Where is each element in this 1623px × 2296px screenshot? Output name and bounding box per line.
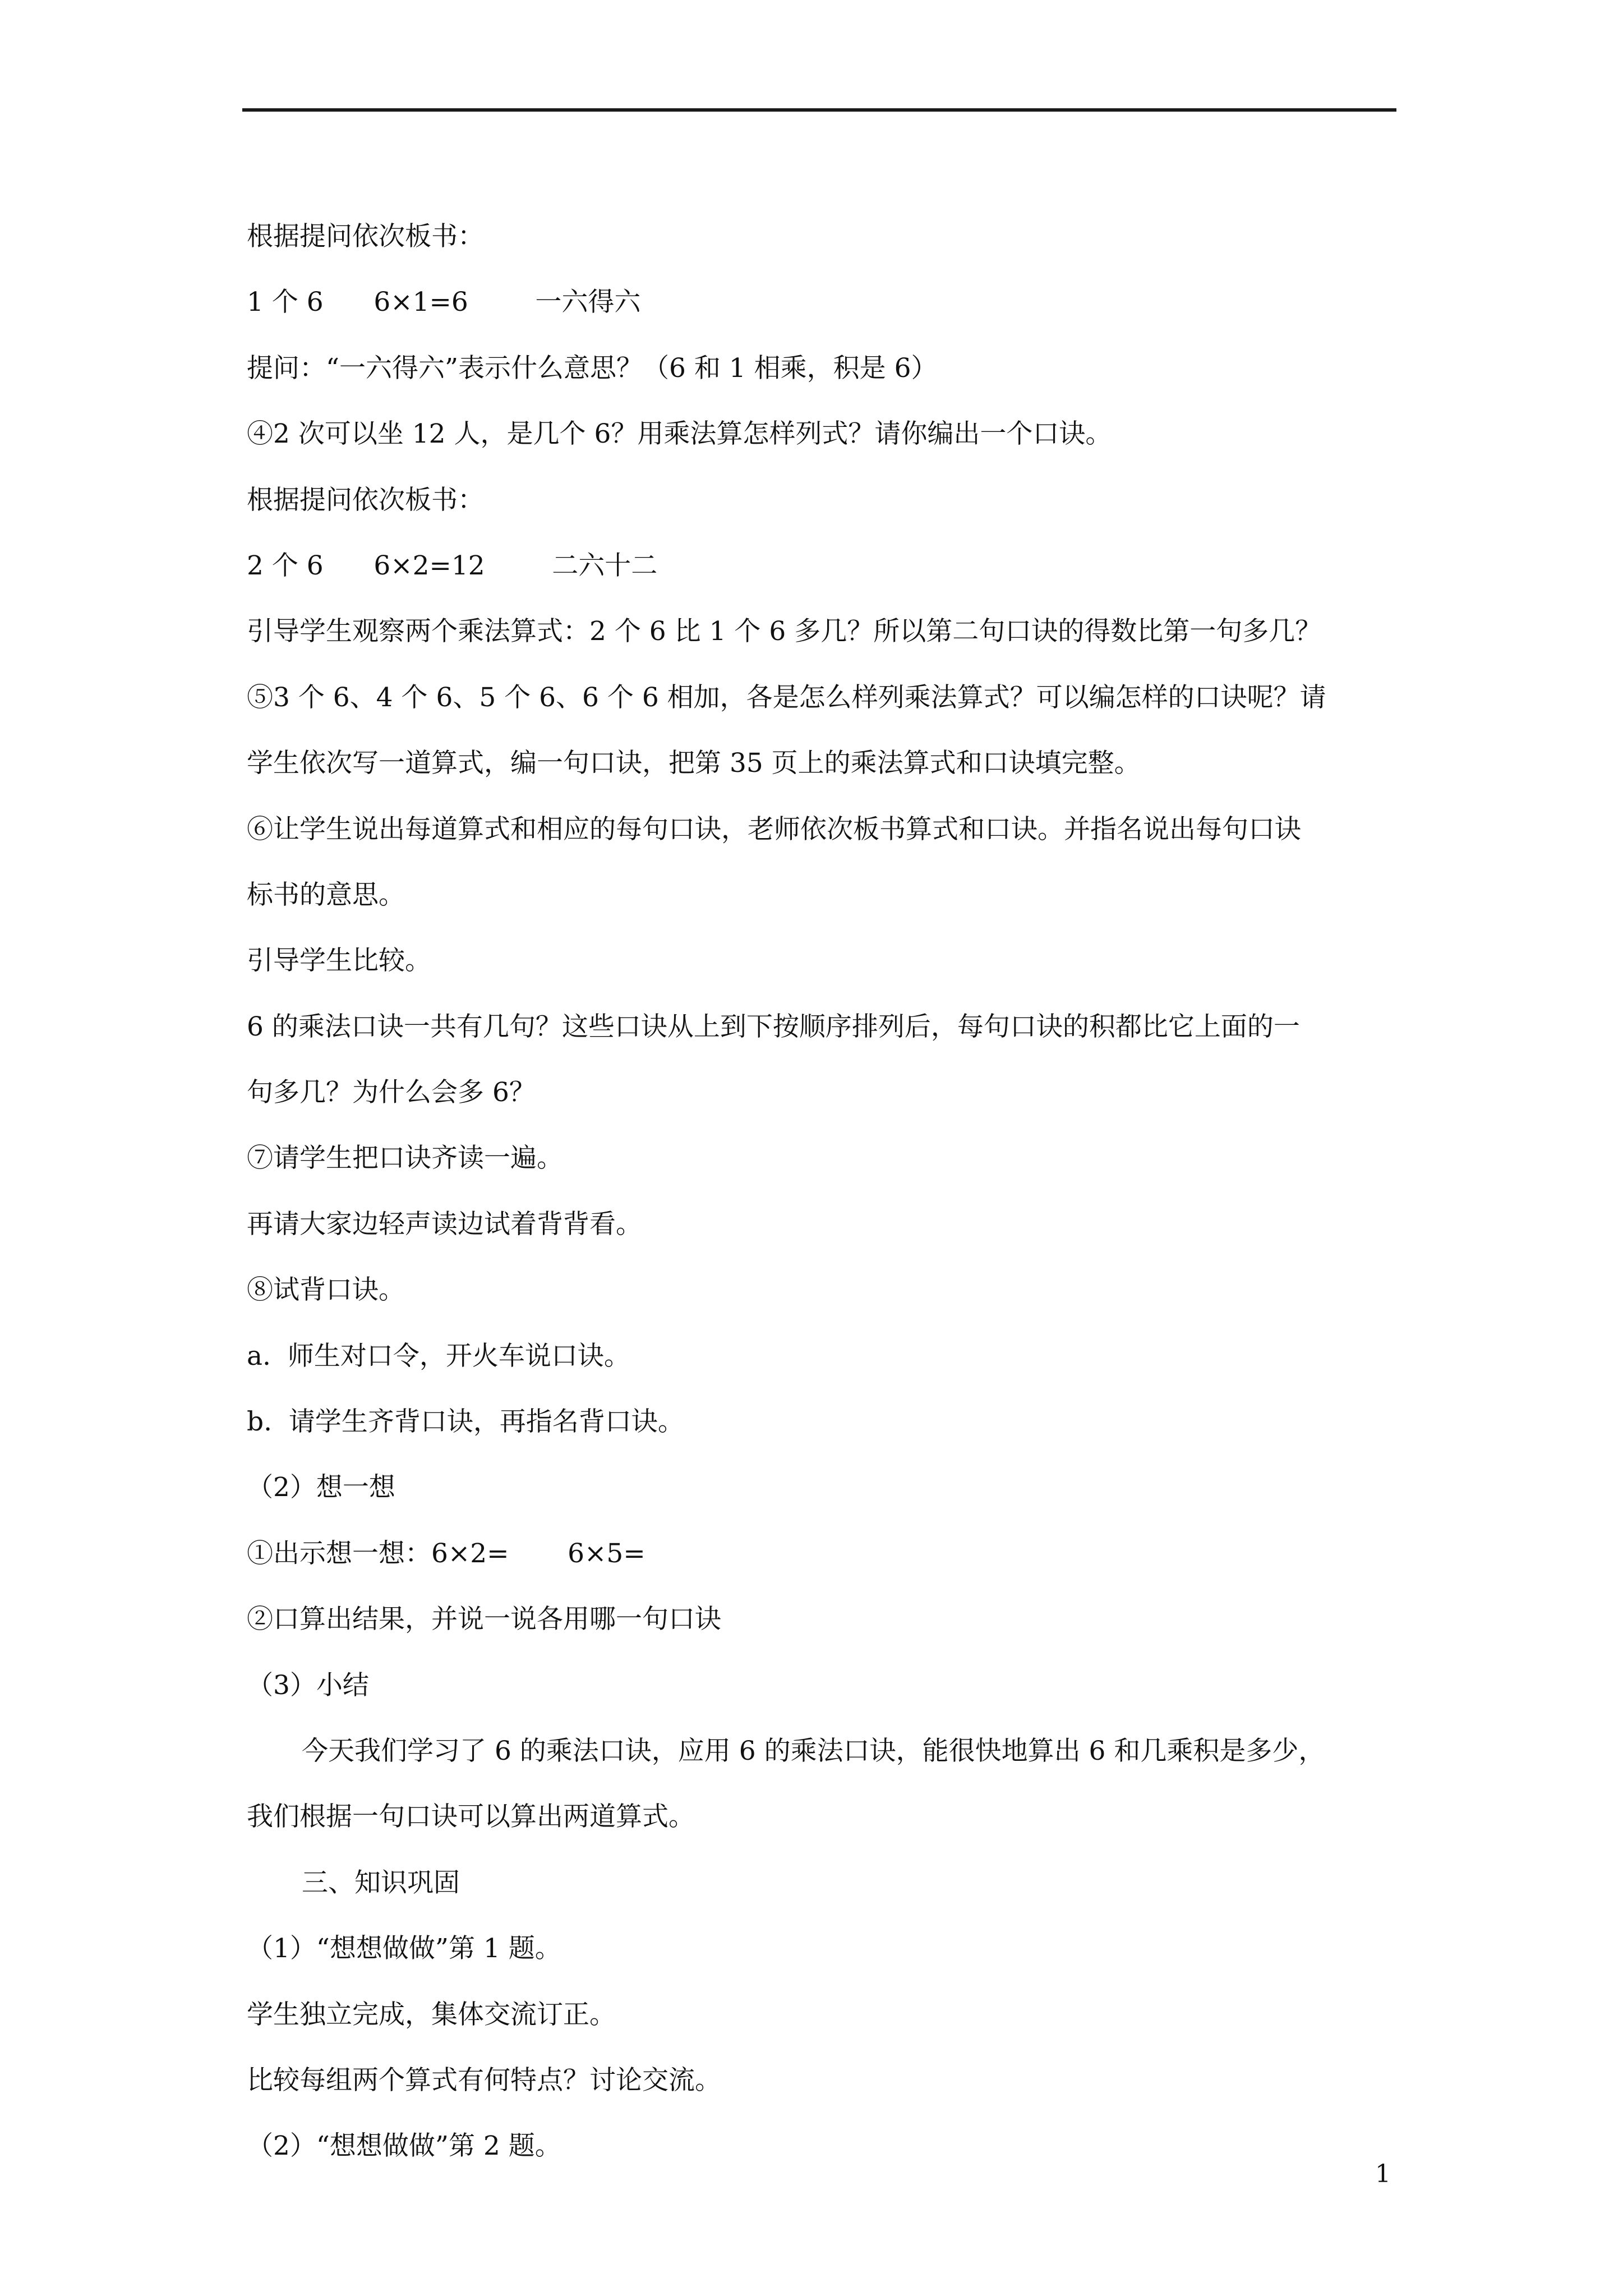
page-body (247, 204, 1396, 2179)
text-line: 1 个 6 6×1=6 一六得六 (247, 287, 641, 318)
text-line: 比较每组两个算式有何特点？讨论交流。 (247, 2064, 721, 2096)
text-line: （1）“想想做做”第 1 题。 (247, 1933, 561, 1964)
text-line: 学生依次写一道算式，编一句口诀，把第 35 页上的乘法算式和口诀填完整。 (247, 748, 1141, 779)
text-line: 今天我们学习了 6 的乘法口诀，应用 6 的乘法口诀，能很快地算出 6 和几乘积是多少， (302, 1735, 1325, 1766)
text-line: ④2 次可以坐 12 人，是几个 6？用乘法算怎样列式？请你编出一个口诀。 (247, 418, 1112, 450)
section-heading: 三、知识巩固 (302, 1867, 460, 1898)
text-line: 引导学生比较。 (247, 945, 431, 977)
text-line: 根据提问依次板书： (247, 484, 484, 516)
text-line: 学生独立完成，集体交流订正。 (247, 1999, 616, 2030)
text-line: ⑦请学生把口诀齐读一遍。 (247, 1143, 563, 1174)
text-line: 提问：“一六得六”表示什么意思？（6 和 1 相乘，积是 6） (247, 352, 938, 384)
text-line: 6 的乘法口诀一共有几句？这些口诀从上到下按顺序排列后，每句口诀的积都比它上面的一 (247, 1011, 1300, 1042)
text-line: 句多几？为什么会多 6？ (247, 1077, 536, 1108)
text-line: 根据提问依次板书： (247, 221, 484, 252)
text-line: ①出示想一想：6×2= 6×5= (247, 1538, 645, 1569)
text-line: 引导学生观察两个乘法算式：2 个 6 比 1 个 6 多几？所以第二句口诀的得数比第一句多几？ (247, 616, 1322, 647)
text-line: a. 师生对口令，开火车说口诀。 (247, 1340, 630, 1372)
text-line: ⑧试背口诀。 (247, 1274, 405, 1306)
text-line: （3）小结 (247, 1669, 369, 1701)
text-line: 标书的意思。 (247, 879, 405, 910)
header-rule (242, 108, 1396, 112)
text-line: ⑥让学生说出每道算式和相应的每句口诀，老师依次板书算式和口诀。并指名说出每句口诀 (247, 813, 1301, 845)
text-line: 我们根据一句口诀可以算出两道算式。 (247, 1801, 695, 1833)
text-line: ②口算出结果，并说一说各用哪一句口诀 (247, 1604, 721, 1635)
page-number: 1 (1375, 2160, 1391, 2188)
text-line: 再请大家边轻声读边试着背背看。 (247, 1208, 642, 1240)
text-line: 2 个 6 6×2=12 二六十二 (247, 550, 658, 581)
text-line: （2）想一想 (247, 1472, 395, 1503)
text-line: （2）“想想做做”第 2 题。 (247, 2131, 561, 2162)
text-line: b. 请学生齐背口诀，再指名背口诀。 (247, 1406, 684, 1438)
text-line: ⑤3 个 6、4 个 6、5 个 6、6 个 6 相加，各是怎么样列乘法算式？可以编怎样的口诀呢？请 (247, 682, 1326, 713)
